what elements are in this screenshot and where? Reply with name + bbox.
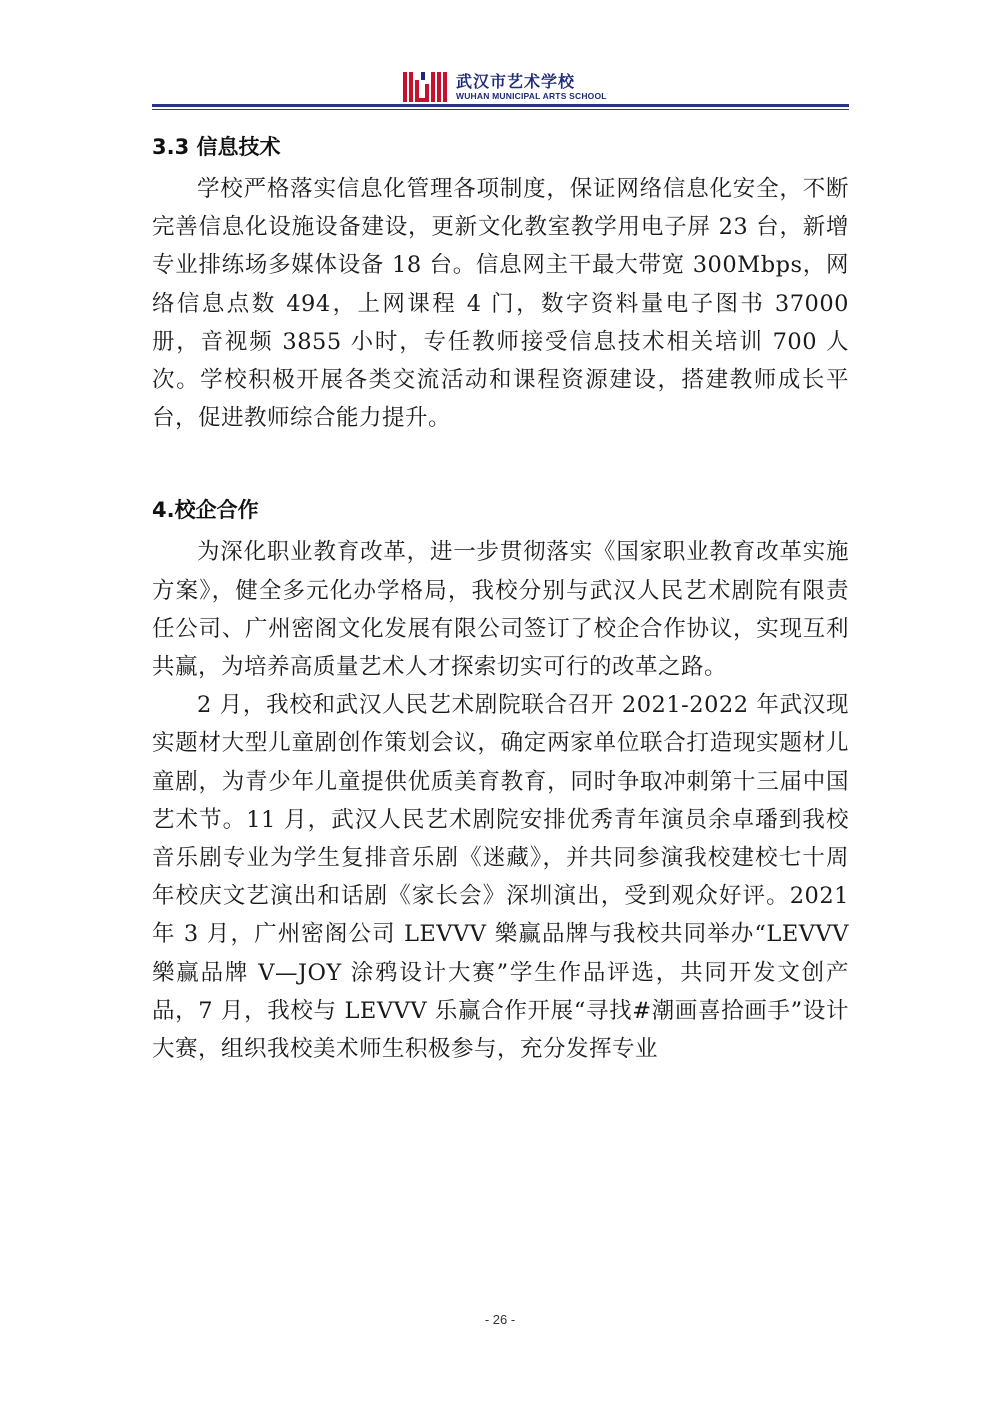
page-header bbox=[152, 62, 849, 112]
school-name-en: WUHAN MUNICIPAL ARTS SCHOOL bbox=[456, 90, 607, 101]
page-number: - 26 - bbox=[484, 1312, 516, 1327]
school-name-cn: 武汉市艺术学校 bbox=[456, 71, 576, 91]
paragraph-cooperation-intro: 为深化职业教育改革，进一步贯彻落实《国家职业教育改革实施方案》，健全多元化办学格局，我校分别与武汉人民艺术剧院有限责任公司、广州密阁文化发展有限公司签订了校企合作协议，实现互利共赢，为培养高质量艺术人才探索切实可行的改革之路。 bbox=[152, 539, 849, 681]
section-heading-school-enterprise: 4.校企合作 bbox=[152, 498, 259, 523]
page-body bbox=[152, 128, 849, 1068]
school-logo-icon bbox=[402, 70, 452, 104]
header-rule-thick bbox=[152, 104, 849, 107]
paragraph-cooperation-details: 2 月，我校和武汉人民艺术剧院联合召开 2021-2022 年武汉现实题材大型儿童剧创作策划会议，确定两家单位联合打造现实题材儿童剧，为青少年儿童提供优质美育教育，同时争取冲刺第十三届中国艺术节。11 月，武汉人民艺术剧院安排优秀青年演员余卓璠到我校音乐剧专业为学生复排音乐剧《迷藏》，并共同参演我校建校七十周年校庆文艺演出和话剧《家长会》深圳演出，受到观众好评。2021 年 3 月，广州密阁公司 LEVVV 樂赢品牌与我校共同举办“LEVVV 樂赢品牌 V—JOY 涂鸦设计大赛”学生作品评选，共同开发文创产品，7 月，我校与 LEVVV 乐赢合作开展“寻找#潮画喜拾画手”设计大赛，组织我校美术师生积极参与，充分发挥专业 bbox=[152, 692, 849, 1063]
paragraph-info-tech: 学校严格落实信息化管理各项制度，保证网络信息化安全，不断完善信息化设施设备建设，更新文化教室教学用电子屏 23 台，新增专业排练场多媒体设备 18 台。信息网主干最大带宽 300Mbps，网络信息点数 494，上网课程 4 门，数字资料量电子图书 37000 册，音视频 3855 小时，专任教师接受信息技术相关培训 700 人次。学校积极开展各类交流活动和课程资源建设，搭建教师成长平台，促进教师综合能力提升。 bbox=[152, 176, 849, 432]
school-logo bbox=[402, 70, 607, 104]
header-rule-thin bbox=[152, 109, 849, 110]
section-heading-info-tech: 3.3 信息技术 bbox=[152, 135, 281, 159]
